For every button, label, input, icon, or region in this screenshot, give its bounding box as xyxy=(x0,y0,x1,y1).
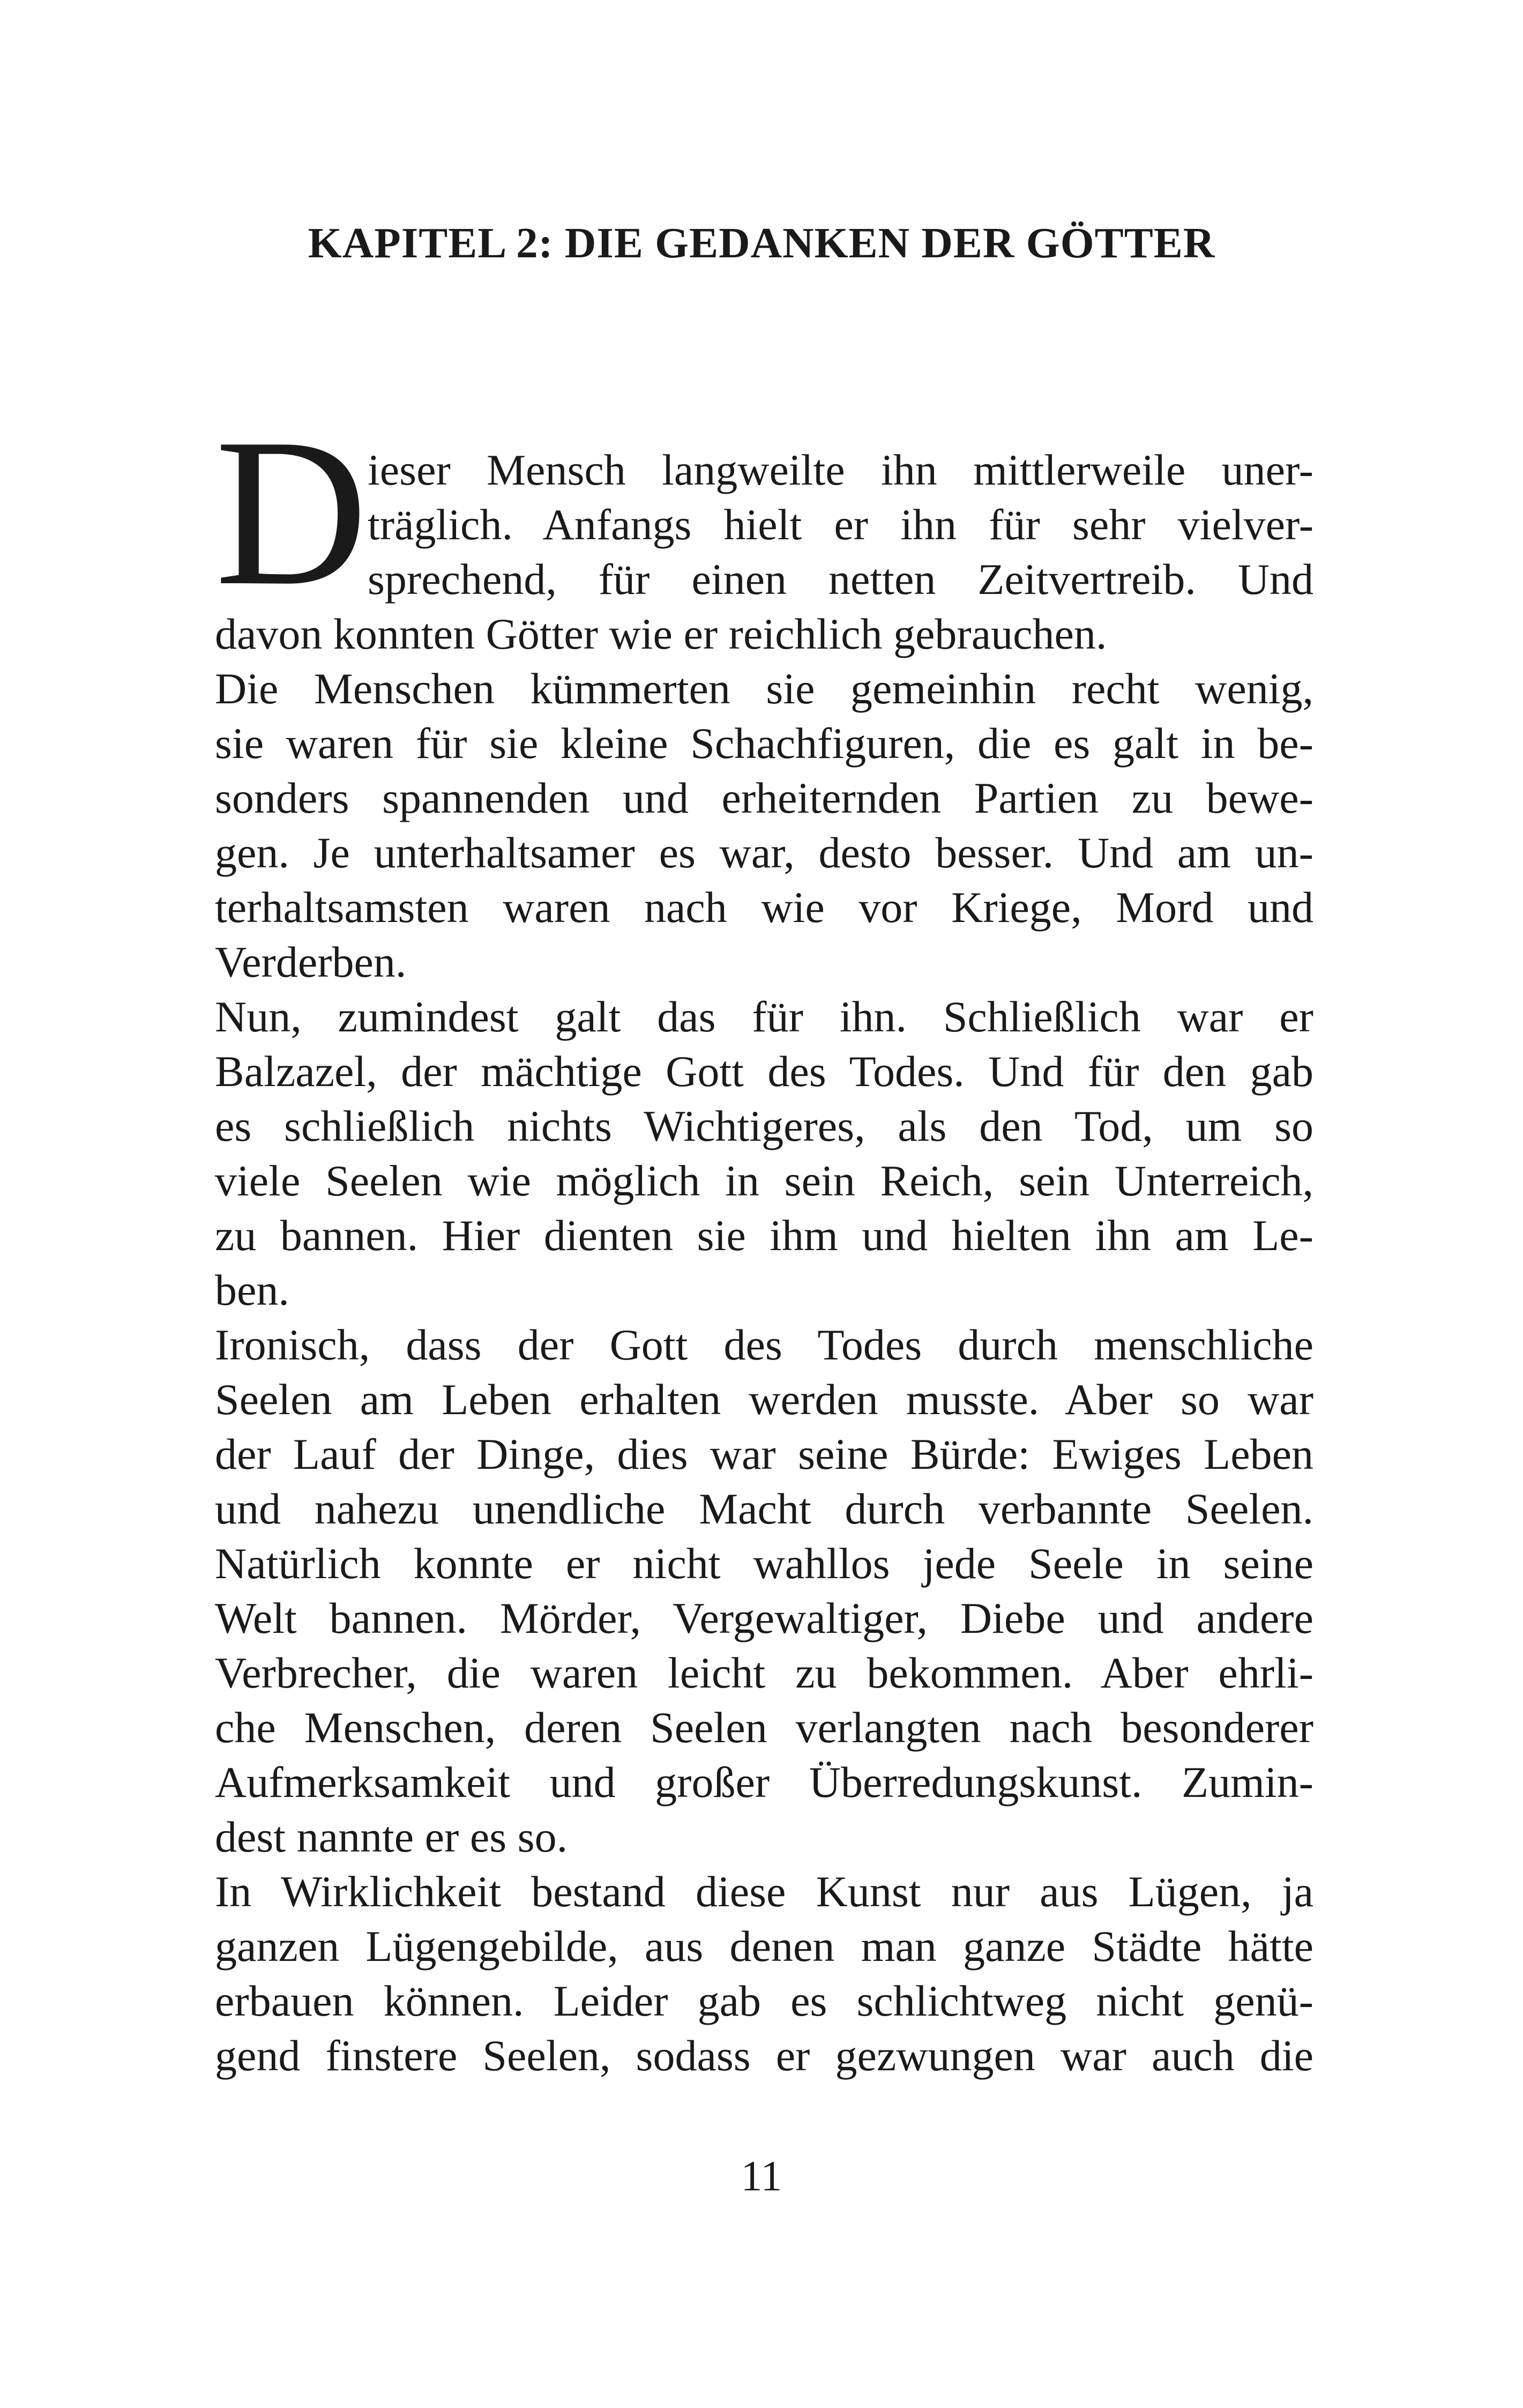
text-line: Seelen am Leben erhalten werden musste. Aber so war xyxy=(215,1375,1313,1424)
text-line: ieser Mensch langweilte ihn mittlerweile uner- xyxy=(368,445,1313,494)
text-line: davon konnten Götter wie er reichlich gebrauchen. xyxy=(215,610,1107,658)
text-line: sonders spannenden und erheiternden Partien zu bewe- xyxy=(215,774,1313,822)
text-line: sprechend, für einen netten Zeitvertreib. Und xyxy=(368,555,1313,604)
text-line: Natürlich konnte er nicht wahllos jede Seele in seine xyxy=(215,1539,1313,1588)
text-line: terhaltsamsten waren nach wie vor Kriege, Mord und xyxy=(215,883,1313,932)
page-number: 11 xyxy=(741,2153,782,2200)
text-line: Balzazel, der mächtige Gott des Todes. Und für den gab xyxy=(215,1047,1313,1096)
text-line: Ironisch, dass der Gott des Todes durch menschliche xyxy=(215,1320,1313,1369)
text-line: zu bannen. Hier dienten sie ihm und hielten ihn am Le- xyxy=(215,1211,1313,1260)
drop-cap: D xyxy=(215,395,368,629)
text-line: ganzen Lügengebilde, aus denen man ganze Städte hätte xyxy=(215,1922,1313,1971)
text-line: Die Menschen kümmerten sie gemeinhin recht wenig, xyxy=(215,664,1313,713)
text-line: viele Seelen wie möglich in sein Reich, sein Unterreich, xyxy=(215,1156,1313,1205)
text-line: träglich. Anfangs hielt er ihn für sehr vielver- xyxy=(368,500,1313,549)
text-line: Aufmerksamkeit und großer Überredungskunst. Zumin- xyxy=(215,1758,1313,1807)
text-line: In Wirklichkeit bestand diese Kunst nur aus Lügen, ja xyxy=(215,1867,1313,1916)
text-line: gend finstere Seelen, sodass er gezwungen war auch die xyxy=(215,2031,1313,2080)
chapter-title: KAPITEL 2: DIE GEDANKEN DER GÖTTER xyxy=(308,219,1215,267)
body-text xyxy=(215,443,1313,2083)
text-line: erbauen können. Leider gab es schlichtweg nicht genü- xyxy=(215,1976,1313,2025)
text-line: es schließlich nichts Wichtigeres, als den Tod, um so xyxy=(215,1102,1313,1150)
text-line: che Menschen, deren Seelen verlangten nach besonderer xyxy=(215,1703,1313,1752)
text-line: Verderben. xyxy=(215,938,407,986)
text-line: Verbrecher, die waren leicht zu bekommen. Aber ehrli- xyxy=(215,1648,1313,1697)
text-line: und nahezu unendliche Macht durch verbannte Seelen. xyxy=(215,1484,1313,1533)
text-line: Nun, zumindest galt das für ihn. Schließlich war er xyxy=(215,992,1313,1041)
text-line: sie waren für sie kleine Schachfiguren, die es galt in be- xyxy=(215,719,1313,768)
text-line: gen. Je unterhaltsamer es war, desto besser. Und am un- xyxy=(215,828,1313,877)
text-line: der Lauf der Dinge, dies war seine Bürde: Ewiges Leben xyxy=(215,1430,1313,1478)
text-line: dest nannte er es so. xyxy=(215,1812,568,1861)
text-line: ben. xyxy=(215,1266,289,1314)
text-line: Welt bannen. Mörder, Vergewaltiger, Diebe und andere xyxy=(215,1594,1313,1643)
